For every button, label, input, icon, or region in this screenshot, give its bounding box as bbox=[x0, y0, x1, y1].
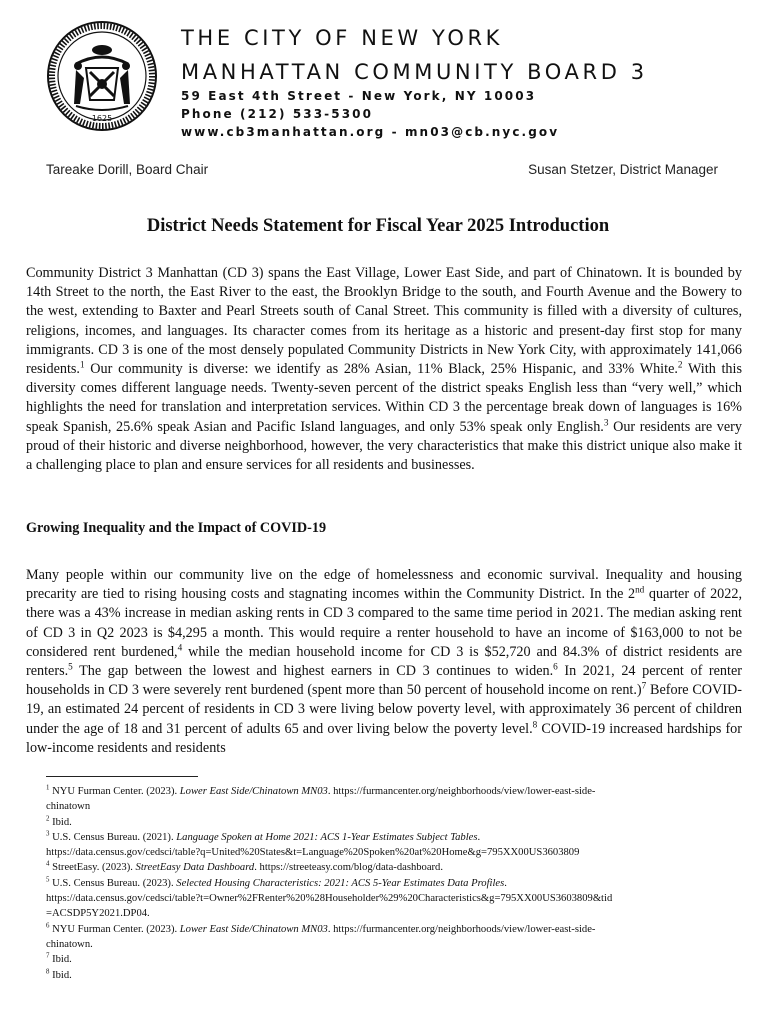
footnote-ref: 2 bbox=[677, 359, 683, 370]
header-contact: www.cb3manhattan.org - mn03@cb.nyc.gov bbox=[181, 125, 560, 139]
header-address: 59 East 4th Street - New York, NY 10003 bbox=[181, 89, 537, 103]
footnote-1-cont: chinatown bbox=[46, 801, 91, 813]
footnote-6: $^6$ NYU Furman Center. (2023). Lower East Side/Chinatown MN03. https://furmancenter.org/neighborhoods/view/lower-east-side- bbox=[46, 922, 596, 935]
footnote-ref: 7 bbox=[641, 680, 647, 691]
footnote-ref: 5 bbox=[68, 661, 73, 672]
footnote-5: $^5$ U.S. Census Bureau. (2023). Selected Housing Characteristics: 2021: ACS 5-Year Estimates Data Profiles. bbox=[46, 876, 507, 889]
footnotes bbox=[46, 784, 736, 983]
board-chair: Tareake Dorill, Board Chair bbox=[46, 162, 209, 177]
footnote-3-url: https://data.census.gov/cedsci/table?q=United%20States&t=Language%20Spoken%20at%20Home&g=795XX00US3603809 bbox=[46, 847, 580, 859]
footnote-ref: 3 bbox=[603, 416, 609, 427]
footnote-ref: 8 bbox=[532, 718, 538, 729]
footnote-ref: 1 bbox=[79, 359, 85, 370]
footnote-4: $^4$ StreetEasy. (2023). StreetEasy Data Dashboard. https://streeteasy.com/blog/data-dashboard. bbox=[46, 860, 444, 874]
district-manager: Susan Stetzer, District Manager bbox=[528, 162, 718, 177]
footnote-5-url-cont: =ACSDP5Y2021.DP04. bbox=[46, 908, 150, 920]
footnote-3: $^3$ U.S. Census Bureau. (2021). Language Spoken at Home 2021: ACS 1-Year Estimates Subject Tables. bbox=[46, 830, 481, 843]
footnote-6-cont: chinatown. bbox=[46, 938, 93, 950]
footnote-2: $^2$ Ibid. bbox=[46, 815, 72, 828]
footnote-ref: 4 bbox=[177, 642, 183, 653]
footnote-divider bbox=[46, 776, 198, 777]
footnote-7: $^7$ Ibid. bbox=[46, 952, 72, 966]
svg-text:1625: 1625 bbox=[91, 114, 113, 123]
header-city: THE CITY OF NEW YORK bbox=[181, 26, 504, 50]
footnote-ref: 6 bbox=[553, 661, 558, 672]
inequality-paragraph: Many people within our community live on the edge of homelessness and economic survival. Inequality and housing precarity are tied to rising housing costs and stagnating incomes within the Community District. In the 2nd quarter of 2022, there was a 43% increase in median asking rents in CD 3 compared to the same time period in 2021. The median asking rent of CD 3 in Q2 2023 is $4,295 a month. This would require a renter household to have an income of $163,000 to not be considered rent burdened,$^4$ while the median household income for CD 3 is $52,720 and 84.3% of district residents are renters.$^5$ The gap between the lowest and highest earners in CD 3 continues to widen.$^6$ In 2021, 24 percent of renter households in CD 3 were severely rent burdened (spent more than 50 percent of household income on rent.)$^7$ Before COVID-19, an estimated 24 percent of residents in CD 3 were living below poverty level, with approximately 36 percent of children under the age of 18 and 31 percent of adults 65 and over living below the poverty level.$^8$ COVID-19 increased hardships for low-income residents and residents bbox=[26, 567, 743, 756]
footnote-5-url: https://data.census.gov/cedsci/table?t=Owner%2FRenter%20%28Householder%29%20Characteristics&g=795XX00US3603809&tid bbox=[46, 893, 613, 905]
header-board: MANHATTAN COMMUNITY BOARD 3 bbox=[181, 60, 648, 84]
section-heading: Growing Inequality and the Impact of COVID-19 bbox=[26, 520, 327, 536]
header-phone: Phone (212) 533-5300 bbox=[181, 107, 374, 121]
intro-paragraph: Community District 3 Manhattan (CD 3) spans the East Village, Lower East Side, and part of Chinatown. It is bounded by 14th Street to the north, the East River to the east, the Brooklyn Bridge to the south, and Fourth Avenue and the Bowery to the west, extending to Baxter and Pearl Streets south of Canal Street. This community is filled with a diversity of cultures, religions, incomes, and languages. Its character comes from its heritage as a historic and present-day first stop for many immigrants. CD 3 is one of the most densely populated Community Districts in New York City, with approximately 141,066 residents.$^1$ Our community is diverse: we identify as 28% Asian, 11% Black, 25% Hispanic, and 33% White.$^2$ With this diversity comes different language needs. Twenty-seven percent of the district speaks English less than “very well,” which highlights the need for translation and interpretation services. Within CD 3 the percentage break down of languages is 16% speak Spanish, 25.6% speak Asian and Pacific Island languages, and only 53% speak only English.$^3$ Our residents are very proud of their historic and diverse neighborhood, however, the very characteristics that make this district unique also make it a challenging place to plan and ensure services for all residents and businesses. bbox=[26, 265, 742, 474]
document-title: District Needs Statement for Fiscal Year 2025 Introduction bbox=[146, 216, 610, 236]
footnote-8: $^8$ Ibid. bbox=[46, 968, 72, 981]
city-seal-logo bbox=[46, 20, 158, 132]
footnote-1: $^1$ NYU Furman Center. (2023). Lower East Side/Chinatown MN03. https://furmancenter.org/neighborhoods/view/lower-east-side- bbox=[46, 784, 596, 797]
